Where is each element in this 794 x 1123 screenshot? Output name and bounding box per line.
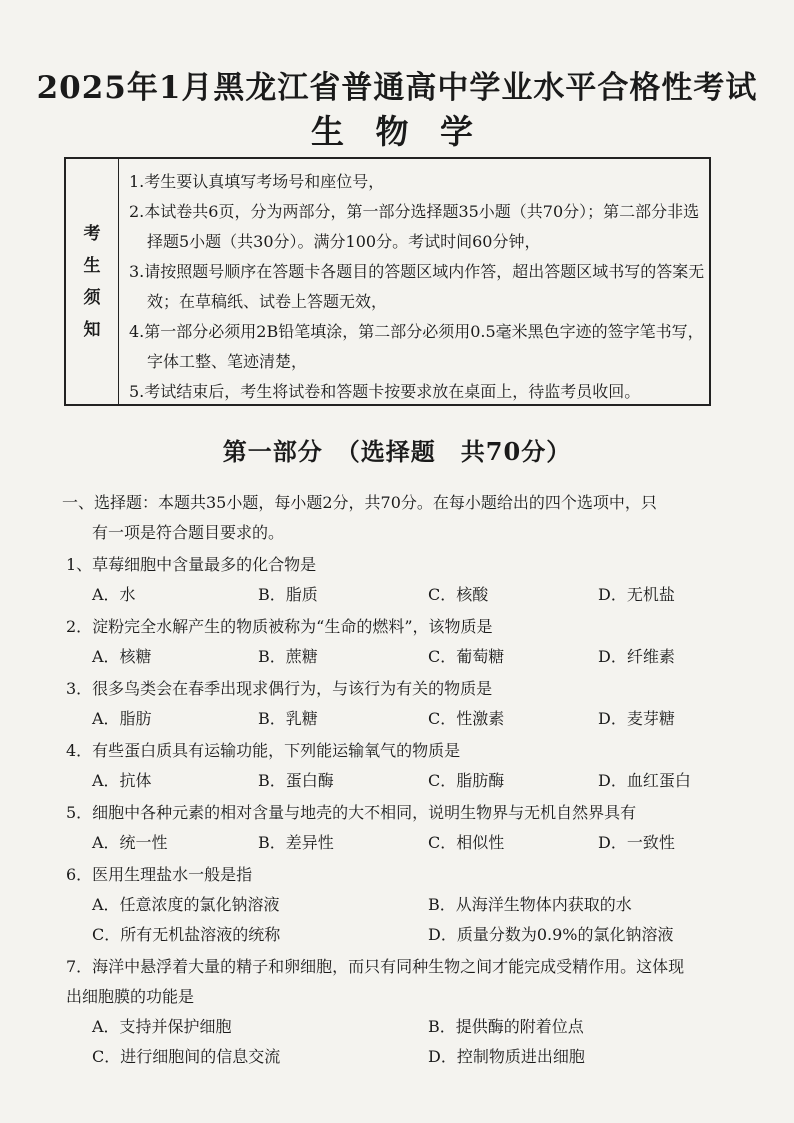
option-b[interactable]: B．差异性 — [258, 833, 334, 852]
notice-item: 2.本试卷共6页，分为两部分，第一部分选择题35小题（共70分）；第二部分非选择题5小题（共30分）。满分100分。考试时间60分钟， — [129, 202, 700, 251]
question-stem: 7．海洋中悬浮着大量的精子和卵细胞，而只有同种生物之间才能完成受精作用。这体现 — [66, 957, 685, 976]
question-options — [66, 920, 726, 950]
notice-box — [64, 157, 711, 406]
option-a[interactable]: A．统一性 — [92, 833, 168, 852]
question-options — [66, 828, 726, 858]
option-c[interactable]: C．葡萄糖 — [428, 647, 505, 666]
instructions — [62, 488, 722, 548]
question-options — [66, 1012, 726, 1042]
question-stem-continued: 出细胞膜的功能是 — [66, 987, 195, 1006]
option-b[interactable]: B．脂质 — [258, 585, 318, 604]
notice-list — [119, 159, 709, 404]
option-c[interactable]: C．相似性 — [428, 833, 505, 852]
notice-item: 1.考生要认真填写考场号和座位号， — [129, 172, 385, 191]
question-3 — [66, 674, 726, 734]
question-stem: 6．医用生理盐水一般是指 — [66, 865, 253, 884]
question-options — [66, 890, 726, 920]
option-c[interactable]: C．脂肪酶 — [428, 771, 505, 790]
option-c[interactable]: C．进行细胞间的信息交流 — [92, 1047, 281, 1066]
question-7 — [66, 952, 726, 1072]
question-stem: 2．淀粉完全水解产生的物质被称为“生命的燃料”，该物质是 — [66, 617, 493, 636]
option-a[interactable]: A．核糖 — [92, 647, 152, 666]
instructions-line: 一、选择题：本题共35小题，每小题2分，共70分。在每小题给出的四个选项中，只 — [62, 493, 657, 512]
question-1 — [66, 550, 726, 610]
notice-label — [66, 159, 119, 404]
option-b[interactable]: B．乳糖 — [258, 709, 318, 728]
question-options — [66, 642, 726, 672]
option-c[interactable]: C．所有无机盐溶液的统称 — [92, 925, 281, 944]
notice-label-char: 须 — [83, 287, 101, 308]
option-d[interactable]: D．麦芽糖 — [598, 709, 675, 728]
option-b[interactable]: B．蛋白酶 — [258, 771, 334, 790]
option-a[interactable]: A．支持并保护细胞 — [92, 1017, 232, 1036]
section-title: 第一部分 （选择题 共70分） — [222, 437, 572, 466]
option-d[interactable]: D．血红蛋白 — [598, 771, 691, 790]
option-a[interactable]: A．任意浓度的氯化钠溶液 — [92, 895, 280, 914]
option-d[interactable]: D．无机盐 — [598, 585, 675, 604]
option-b[interactable]: B．提供酶的附着位点 — [428, 1017, 584, 1036]
question-stem: 1、草莓细胞中含量最多的化合物是 — [66, 555, 317, 574]
notice-label-char: 生 — [83, 255, 101, 276]
option-d[interactable]: D．一致性 — [598, 833, 675, 852]
exam-title: 2025年1月黑龙江省普通高中学业水平合格性考试 — [36, 70, 758, 106]
question-stem: 3．很多鸟类会在春季出现求偶行为，与该行为有关的物质是 — [66, 679, 493, 698]
option-c[interactable]: C．性激素 — [428, 709, 505, 728]
option-d[interactable]: D．控制物质进出细胞 — [428, 1047, 585, 1066]
option-a[interactable]: A．抗体 — [92, 771, 152, 790]
option-d[interactable]: D．纤维素 — [598, 647, 675, 666]
option-a[interactable]: A．脂肪 — [92, 709, 152, 728]
question-4 — [66, 736, 726, 796]
option-c[interactable]: C．核酸 — [428, 585, 489, 604]
subject-title: 生 物 学 — [311, 112, 483, 151]
question-options — [66, 1042, 726, 1072]
question-5 — [66, 798, 726, 858]
question-stem: 4．有些蛋白质具有运输功能，下列能运输氧气的物质是 — [66, 741, 461, 760]
instructions-line: 有一项是符合题目要求的。 — [92, 523, 285, 542]
option-a[interactable]: A．水 — [92, 585, 136, 604]
question-options — [66, 580, 726, 610]
question-options — [66, 766, 726, 796]
question-options — [66, 704, 726, 734]
option-b[interactable]: B．从海洋生物体内获取的水 — [428, 895, 632, 914]
notice-item: 4.第一部分必须用2B铅笔填涂，第二部分必须用0.5毫米黑色字迹的签字笔书写，字体工整、笔迹清楚， — [129, 322, 704, 371]
question-stem: 5．细胞中各种元素的相对含量与地壳的大不相同，说明生物界与无机自然界具有 — [66, 803, 637, 822]
notice-item: 5.考试结束后，考生将试卷和答题卡按要求放在桌面上，待监考员收回。 — [129, 382, 641, 401]
notice-label-char: 知 — [83, 319, 101, 340]
notice-label-char: 考 — [83, 223, 101, 244]
option-b[interactable]: B．蔗糖 — [258, 647, 318, 666]
option-d[interactable]: D．质量分数为0.9%的氯化钠溶液 — [428, 925, 674, 944]
question-2 — [66, 612, 726, 672]
notice-item: 3.请按照题号顺序在答题卡各题目的答题区域内作答，超出答题区域书写的答案无效；在草稿纸、试卷上答题无效， — [129, 262, 705, 311]
question-6 — [66, 860, 726, 950]
